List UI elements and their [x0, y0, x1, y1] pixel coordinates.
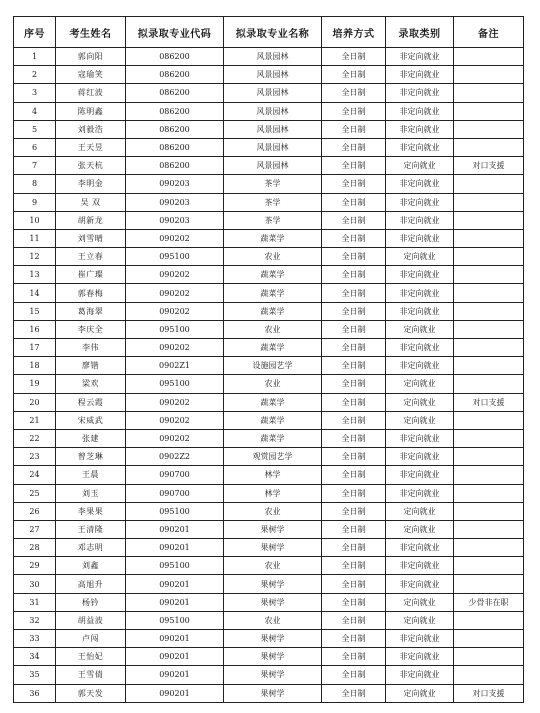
cell-major-name: 林学	[224, 466, 322, 484]
table-row	[14, 411, 524, 429]
cell-name: 郭春梅	[56, 284, 126, 302]
cell-study-mode: 全日制	[322, 138, 386, 156]
cell-name: 王怡妃	[56, 648, 126, 666]
cell-admission-type: 定向就业	[386, 684, 454, 702]
cell-remarks	[454, 284, 524, 302]
cell-remarks	[454, 357, 524, 375]
cell-major-code: 086200	[126, 102, 224, 120]
cell-admission-type: 定向就业	[386, 520, 454, 538]
cell-admission-type: 非定向就业	[386, 666, 454, 684]
cell-admission-type: 定向就业	[386, 157, 454, 175]
cell-major-code: 090202	[126, 302, 224, 320]
cell-name: 王清隆	[56, 520, 126, 538]
table-row	[14, 684, 524, 702]
cell-index: 11	[14, 229, 56, 247]
cell-major-code: 095100	[126, 557, 224, 575]
cell-study-mode: 全日制	[322, 593, 386, 611]
cell-name: 陈明鑫	[56, 102, 126, 120]
cell-name: 王天昱	[56, 138, 126, 156]
cell-admission-type: 定向就业	[386, 593, 454, 611]
cell-major-name: 风景园林	[224, 138, 322, 156]
cell-remarks	[454, 48, 524, 66]
cell-study-mode: 全日制	[322, 211, 386, 229]
table-row	[14, 339, 524, 357]
cell-admission-type: 非定向就业	[386, 557, 454, 575]
cell-major-code: 090203	[126, 193, 224, 211]
cell-major-name: 农业	[224, 248, 322, 266]
cell-index: 2	[14, 66, 56, 84]
cell-major-name: 风景园林	[224, 66, 322, 84]
cell-index: 33	[14, 630, 56, 648]
cell-name: 程云霞	[56, 393, 126, 411]
cell-name: 李果果	[56, 502, 126, 520]
cell-index: 35	[14, 666, 56, 684]
cell-remarks	[454, 630, 524, 648]
cell-study-mode: 全日制	[322, 575, 386, 593]
cell-study-mode: 全日制	[322, 248, 386, 266]
cell-major-code: 090201	[126, 666, 224, 684]
cell-study-mode: 全日制	[322, 684, 386, 702]
table-row	[14, 611, 524, 629]
cell-admission-type: 非定向就业	[386, 484, 454, 502]
cell-index: 21	[14, 411, 56, 429]
cell-admission-type: 非定向就业	[386, 466, 454, 484]
cell-admission-type: 非定向就业	[386, 539, 454, 557]
cell-admission-type: 非定向就业	[386, 120, 454, 138]
cell-remarks	[454, 429, 524, 447]
cell-major-code: 095100	[126, 375, 224, 393]
cell-name: 卢闯	[56, 630, 126, 648]
cell-admission-type: 非定向就业	[386, 175, 454, 193]
cell-major-name: 蔬菜学	[224, 393, 322, 411]
cell-remarks	[454, 211, 524, 229]
cell-major-name: 茶学	[224, 193, 322, 211]
cell-remarks	[454, 320, 524, 338]
cell-study-mode: 全日制	[322, 357, 386, 375]
cell-major-name: 果树学	[224, 593, 322, 611]
cell-remarks	[454, 448, 524, 466]
cell-name: 刘鑫	[56, 557, 126, 575]
table-row	[14, 211, 524, 229]
cell-major-name: 林学	[224, 484, 322, 502]
cell-name: 刘玉	[56, 484, 126, 502]
cell-admission-type: 非定向就业	[386, 357, 454, 375]
cell-remarks	[454, 138, 524, 156]
cell-major-name: 果树学	[224, 648, 322, 666]
cell-index: 27	[14, 520, 56, 538]
cell-admission-type: 非定向就业	[386, 102, 454, 120]
cell-major-code: 090201	[126, 630, 224, 648]
cell-index: 30	[14, 575, 56, 593]
cell-index: 22	[14, 429, 56, 447]
cell-major-code: 095100	[126, 611, 224, 629]
table-row	[14, 429, 524, 447]
cell-major-name: 蔬菜学	[224, 266, 322, 284]
cell-remarks	[454, 648, 524, 666]
table-row	[14, 357, 524, 375]
cell-study-mode: 全日制	[322, 284, 386, 302]
cell-remarks	[454, 502, 524, 520]
cell-major-name: 茶学	[224, 175, 322, 193]
cell-remarks	[454, 120, 524, 138]
cell-index: 15	[14, 302, 56, 320]
cell-major-name: 蔬菜学	[224, 411, 322, 429]
cell-study-mode: 全日制	[322, 520, 386, 538]
table-row	[14, 630, 524, 648]
cell-index: 13	[14, 266, 56, 284]
cell-name: 廖锴	[56, 357, 126, 375]
header-major-name: 拟录取专业名称	[224, 17, 322, 48]
header-row	[14, 17, 524, 48]
cell-remarks	[454, 666, 524, 684]
cell-index: 14	[14, 284, 56, 302]
cell-remarks: 对口支援	[454, 684, 524, 702]
cell-remarks	[454, 302, 524, 320]
cell-index: 25	[14, 484, 56, 502]
cell-remarks	[454, 611, 524, 629]
cell-remarks	[454, 339, 524, 357]
cell-remarks	[454, 575, 524, 593]
cell-index: 12	[14, 248, 56, 266]
cell-admission-type: 非定向就业	[386, 339, 454, 357]
cell-index: 28	[14, 539, 56, 557]
cell-study-mode: 全日制	[322, 557, 386, 575]
table-row	[14, 157, 524, 175]
cell-index: 7	[14, 157, 56, 175]
table-row	[14, 266, 524, 284]
cell-index: 8	[14, 175, 56, 193]
cell-major-code: 090203	[126, 211, 224, 229]
cell-major-code: 086200	[126, 157, 224, 175]
cell-major-code: 086200	[126, 84, 224, 102]
cell-admission-type: 非定向就业	[386, 66, 454, 84]
cell-remarks	[454, 484, 524, 502]
cell-remarks	[454, 557, 524, 575]
table-row	[14, 120, 524, 138]
table-row	[14, 229, 524, 247]
table-row	[14, 466, 524, 484]
cell-study-mode: 全日制	[322, 411, 386, 429]
cell-major-name: 果树学	[224, 539, 322, 557]
cell-major-code: 086200	[126, 138, 224, 156]
cell-major-name: 蔬菜学	[224, 339, 322, 357]
cell-remarks	[454, 375, 524, 393]
cell-admission-type: 非定向就业	[386, 84, 454, 102]
cell-major-code: 086200	[126, 48, 224, 66]
cell-name: 王晨	[56, 466, 126, 484]
cell-major-name: 设施园艺学	[224, 357, 322, 375]
cell-index: 24	[14, 466, 56, 484]
table-row	[14, 302, 524, 320]
cell-study-mode: 全日制	[322, 375, 386, 393]
cell-index: 36	[14, 684, 56, 702]
cell-name: 王立春	[56, 248, 126, 266]
cell-admission-type: 定向就业	[386, 375, 454, 393]
table-row	[14, 648, 524, 666]
cell-index: 31	[14, 593, 56, 611]
cell-admission-type: 定向就业	[386, 393, 454, 411]
cell-name: 刘毅浩	[56, 120, 126, 138]
cell-study-mode: 全日制	[322, 466, 386, 484]
cell-admission-type: 非定向就业	[386, 193, 454, 211]
cell-name: 李明金	[56, 175, 126, 193]
table-row	[14, 84, 524, 102]
table-row	[14, 484, 524, 502]
cell-remarks	[454, 102, 524, 120]
cell-remarks	[454, 411, 524, 429]
cell-major-code: 090201	[126, 575, 224, 593]
table-row	[14, 193, 524, 211]
table-row	[14, 138, 524, 156]
cell-index: 3	[14, 84, 56, 102]
cell-index: 6	[14, 138, 56, 156]
cell-admission-type: 定向就业	[386, 611, 454, 629]
cell-major-name: 果树学	[224, 630, 322, 648]
cell-admission-type: 非定向就业	[386, 48, 454, 66]
cell-admission-type: 非定向就业	[386, 575, 454, 593]
cell-admission-type: 非定向就业	[386, 266, 454, 284]
cell-remarks: 对口支援	[454, 393, 524, 411]
cell-admission-type: 定向就业	[386, 411, 454, 429]
cell-admission-type: 非定向就业	[386, 211, 454, 229]
cell-remarks	[454, 66, 524, 84]
cell-name: 吴 双	[56, 193, 126, 211]
cell-study-mode: 全日制	[322, 175, 386, 193]
cell-index: 4	[14, 102, 56, 120]
cell-major-code: 090201	[126, 539, 224, 557]
cell-remarks	[454, 466, 524, 484]
cell-major-code: 090201	[126, 520, 224, 538]
table-row	[14, 448, 524, 466]
cell-major-name: 风景园林	[224, 48, 322, 66]
cell-remarks	[454, 229, 524, 247]
cell-major-code: 0902Z1	[126, 357, 224, 375]
cell-study-mode: 全日制	[322, 393, 386, 411]
cell-study-mode: 全日制	[322, 320, 386, 338]
cell-study-mode: 全日制	[322, 539, 386, 557]
cell-name: 蒋红波	[56, 84, 126, 102]
cell-admission-type: 定向就业	[386, 248, 454, 266]
cell-admission-type: 非定向就业	[386, 138, 454, 156]
cell-name: 胡益波	[56, 611, 126, 629]
cell-study-mode: 全日制	[322, 339, 386, 357]
cell-admission-type: 非定向就业	[386, 429, 454, 447]
table-row	[14, 248, 524, 266]
header-major-code: 拟录取专业代码	[126, 17, 224, 48]
cell-major-code: 090202	[126, 266, 224, 284]
header-remarks: 备注	[454, 17, 524, 48]
cell-study-mode: 全日制	[322, 102, 386, 120]
cell-remarks: 少骨非在职	[454, 593, 524, 611]
cell-name: 郭天发	[56, 684, 126, 702]
cell-name: 王雪倩	[56, 666, 126, 684]
cell-major-name: 农业	[224, 320, 322, 338]
cell-major-code: 090202	[126, 393, 224, 411]
cell-major-name: 农业	[224, 557, 322, 575]
cell-index: 29	[14, 557, 56, 575]
cell-index: 10	[14, 211, 56, 229]
cell-name: 刘雪晴	[56, 229, 126, 247]
cell-index: 18	[14, 357, 56, 375]
cell-study-mode: 全日制	[322, 266, 386, 284]
cell-remarks: 对口支援	[454, 157, 524, 175]
table-row	[14, 284, 524, 302]
cell-remarks	[454, 175, 524, 193]
table-row	[14, 666, 524, 684]
table-row	[14, 593, 524, 611]
header-study-mode: 培养方式	[322, 17, 386, 48]
cell-index: 17	[14, 339, 56, 357]
cell-major-code: 095100	[126, 248, 224, 266]
table-row	[14, 502, 524, 520]
table-row	[14, 175, 524, 193]
cell-admission-type: 非定向就业	[386, 448, 454, 466]
cell-major-code: 090203	[126, 175, 224, 193]
cell-admission-type: 定向就业	[386, 502, 454, 520]
cell-study-mode: 全日制	[322, 448, 386, 466]
table-row	[14, 393, 524, 411]
cell-major-code: 095100	[126, 502, 224, 520]
cell-index: 23	[14, 448, 56, 466]
cell-admission-type: 定向就业	[386, 320, 454, 338]
cell-name: 葛海翠	[56, 302, 126, 320]
cell-study-mode: 全日制	[322, 48, 386, 66]
admission-table	[13, 16, 524, 703]
table-row	[14, 557, 524, 575]
table-row	[14, 575, 524, 593]
cell-major-name: 观赏园艺学	[224, 448, 322, 466]
cell-remarks	[454, 193, 524, 211]
cell-remarks	[454, 520, 524, 538]
cell-study-mode: 全日制	[322, 611, 386, 629]
cell-study-mode: 全日制	[322, 66, 386, 84]
cell-name: 胡新龙	[56, 211, 126, 229]
cell-study-mode: 全日制	[322, 648, 386, 666]
cell-major-code: 090700	[126, 466, 224, 484]
cell-index: 26	[14, 502, 56, 520]
cell-study-mode: 全日制	[322, 193, 386, 211]
cell-index: 16	[14, 320, 56, 338]
cell-name: 宋威武	[56, 411, 126, 429]
cell-major-name: 农业	[224, 502, 322, 520]
cell-major-name: 风景园林	[224, 84, 322, 102]
cell-name: 张建	[56, 429, 126, 447]
table-row	[14, 320, 524, 338]
table-row	[14, 375, 524, 393]
cell-major-name: 茶学	[224, 211, 322, 229]
cell-name: 张天杭	[56, 157, 126, 175]
cell-study-mode: 全日制	[322, 630, 386, 648]
cell-major-code: 090201	[126, 593, 224, 611]
cell-major-code: 090202	[126, 339, 224, 357]
cell-index: 5	[14, 120, 56, 138]
cell-admission-type: 非定向就业	[386, 648, 454, 666]
cell-index: 19	[14, 375, 56, 393]
cell-major-name: 蔬菜学	[224, 229, 322, 247]
header-name: 考生姓名	[56, 17, 126, 48]
cell-admission-type: 非定向就业	[386, 302, 454, 320]
cell-study-mode: 全日制	[322, 502, 386, 520]
cell-study-mode: 全日制	[322, 229, 386, 247]
cell-major-name: 风景园林	[224, 120, 322, 138]
cell-major-name: 果树学	[224, 575, 322, 593]
cell-remarks	[454, 84, 524, 102]
cell-study-mode: 全日制	[322, 429, 386, 447]
cell-admission-type: 非定向就业	[386, 229, 454, 247]
cell-major-code: 086200	[126, 66, 224, 84]
cell-index: 1	[14, 48, 56, 66]
table-row	[14, 520, 524, 538]
cell-major-code: 090201	[126, 648, 224, 666]
table-row	[14, 539, 524, 557]
table-row	[14, 66, 524, 84]
cell-study-mode: 全日制	[322, 157, 386, 175]
cell-major-code: 095100	[126, 320, 224, 338]
cell-remarks	[454, 539, 524, 557]
cell-name: 郭向阳	[56, 48, 126, 66]
table-row	[14, 48, 524, 66]
cell-major-code: 090202	[126, 429, 224, 447]
cell-study-mode: 全日制	[322, 120, 386, 138]
cell-name: 梁欢	[56, 375, 126, 393]
cell-study-mode: 全日制	[322, 84, 386, 102]
cell-major-code: 0902Z2	[126, 448, 224, 466]
cell-name: 崔广璨	[56, 266, 126, 284]
cell-major-code: 090201	[126, 684, 224, 702]
cell-index: 32	[14, 611, 56, 629]
cell-major-name: 蔬菜学	[224, 429, 322, 447]
cell-name: 李庆全	[56, 320, 126, 338]
header-admission-type: 录取类别	[386, 17, 454, 48]
cell-study-mode: 全日制	[322, 484, 386, 502]
cell-major-code: 086200	[126, 120, 224, 138]
cell-index: 20	[14, 393, 56, 411]
cell-major-name: 果树学	[224, 666, 322, 684]
admission-list	[13, 16, 524, 703]
cell-name: 曾芝琳	[56, 448, 126, 466]
cell-major-name: 风景园林	[224, 102, 322, 120]
cell-name: 杨钤	[56, 593, 126, 611]
cell-name: 李伟	[56, 339, 126, 357]
cell-name: 寇瑜笑	[56, 66, 126, 84]
cell-major-code: 090202	[126, 284, 224, 302]
cell-major-name: 农业	[224, 375, 322, 393]
cell-major-code: 090202	[126, 229, 224, 247]
cell-index: 34	[14, 648, 56, 666]
cell-major-name: 农业	[224, 611, 322, 629]
cell-study-mode: 全日制	[322, 666, 386, 684]
cell-study-mode: 全日制	[322, 302, 386, 320]
cell-admission-type: 非定向就业	[386, 630, 454, 648]
cell-remarks	[454, 266, 524, 284]
cell-major-name: 果树学	[224, 520, 322, 538]
cell-remarks	[454, 248, 524, 266]
cell-major-code: 090202	[126, 411, 224, 429]
cell-index: 9	[14, 193, 56, 211]
cell-name: 邓志明	[56, 539, 126, 557]
cell-admission-type: 非定向就业	[386, 284, 454, 302]
header-index: 序号	[14, 17, 56, 48]
cell-major-name: 果树学	[224, 684, 322, 702]
cell-major-name: 风景园林	[224, 157, 322, 175]
cell-major-name: 蔬菜学	[224, 302, 322, 320]
cell-major-code: 090700	[126, 484, 224, 502]
cell-name: 高旭升	[56, 575, 126, 593]
cell-major-name: 蔬菜学	[224, 284, 322, 302]
table-row	[14, 102, 524, 120]
